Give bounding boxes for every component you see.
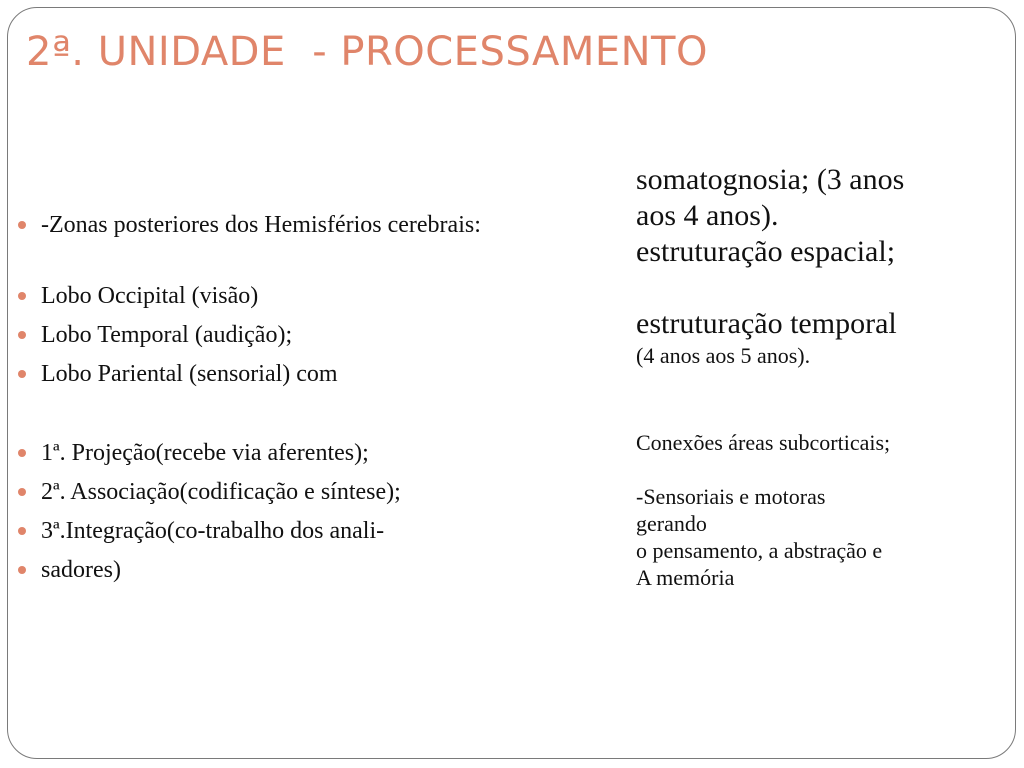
list-item: [18, 359, 538, 390]
list-item-text: Lobo Temporal (audição);: [41, 322, 293, 348]
list-item-text: 2ª. Associação(codificação e síntese);: [41, 479, 401, 505]
bullet-dot-icon: [18, 488, 26, 496]
list-item: [18, 438, 538, 469]
list-item: [18, 320, 538, 351]
right-text-line: Conexões áreas subcorticais;: [636, 430, 891, 455]
left-bullet-list: [18, 210, 538, 586]
right-text-line: -Sensoriais e motoras: [636, 484, 826, 509]
bullet-dot-icon: [18, 221, 26, 229]
list-item-text: Lobo Pariental (sensorial) com: [41, 361, 338, 387]
right-text-line: o pensamento, a abstração e: [636, 538, 883, 563]
list-item-text: -Zonas posteriores dos Hemisférios cerebrais:: [41, 212, 481, 238]
slide-title: 2ª. UNIDADE - PROCESSAMENTO: [26, 29, 708, 75]
list-item-text: 1ª. Projeção(recebe via aferentes);: [41, 440, 369, 466]
bullet-dot-icon: [18, 566, 26, 574]
list-item: [18, 516, 538, 547]
list-item-text: sadores): [41, 557, 121, 583]
right-text-line: estruturação temporal: [636, 307, 897, 340]
list-item: [18, 281, 538, 312]
list-item: [18, 555, 538, 586]
right-text-line: A memória: [636, 565, 735, 590]
right-text-line: aos 4 anos).: [636, 199, 779, 232]
list-item: [18, 477, 538, 508]
bullet-dot-icon: [18, 292, 26, 300]
right-text-line: estruturação espacial;: [636, 235, 896, 268]
bullet-dot-icon: [18, 449, 26, 457]
list-item-text: Lobo Occipital (visão): [41, 283, 259, 309]
right-text-column: [636, 162, 996, 591]
right-text-line: somatognosia; (3 anos: [636, 163, 905, 196]
list-item: [18, 210, 538, 241]
bullet-dot-icon: [18, 527, 26, 535]
right-text-line: gerando: [636, 511, 707, 536]
bullet-dot-icon: [18, 370, 26, 378]
list-item-text: 3ª.Integração(co-trabalho dos anali-: [41, 518, 385, 544]
bullet-dot-icon: [18, 331, 26, 339]
right-text-line: (4 anos aos 5 anos).: [636, 343, 811, 368]
